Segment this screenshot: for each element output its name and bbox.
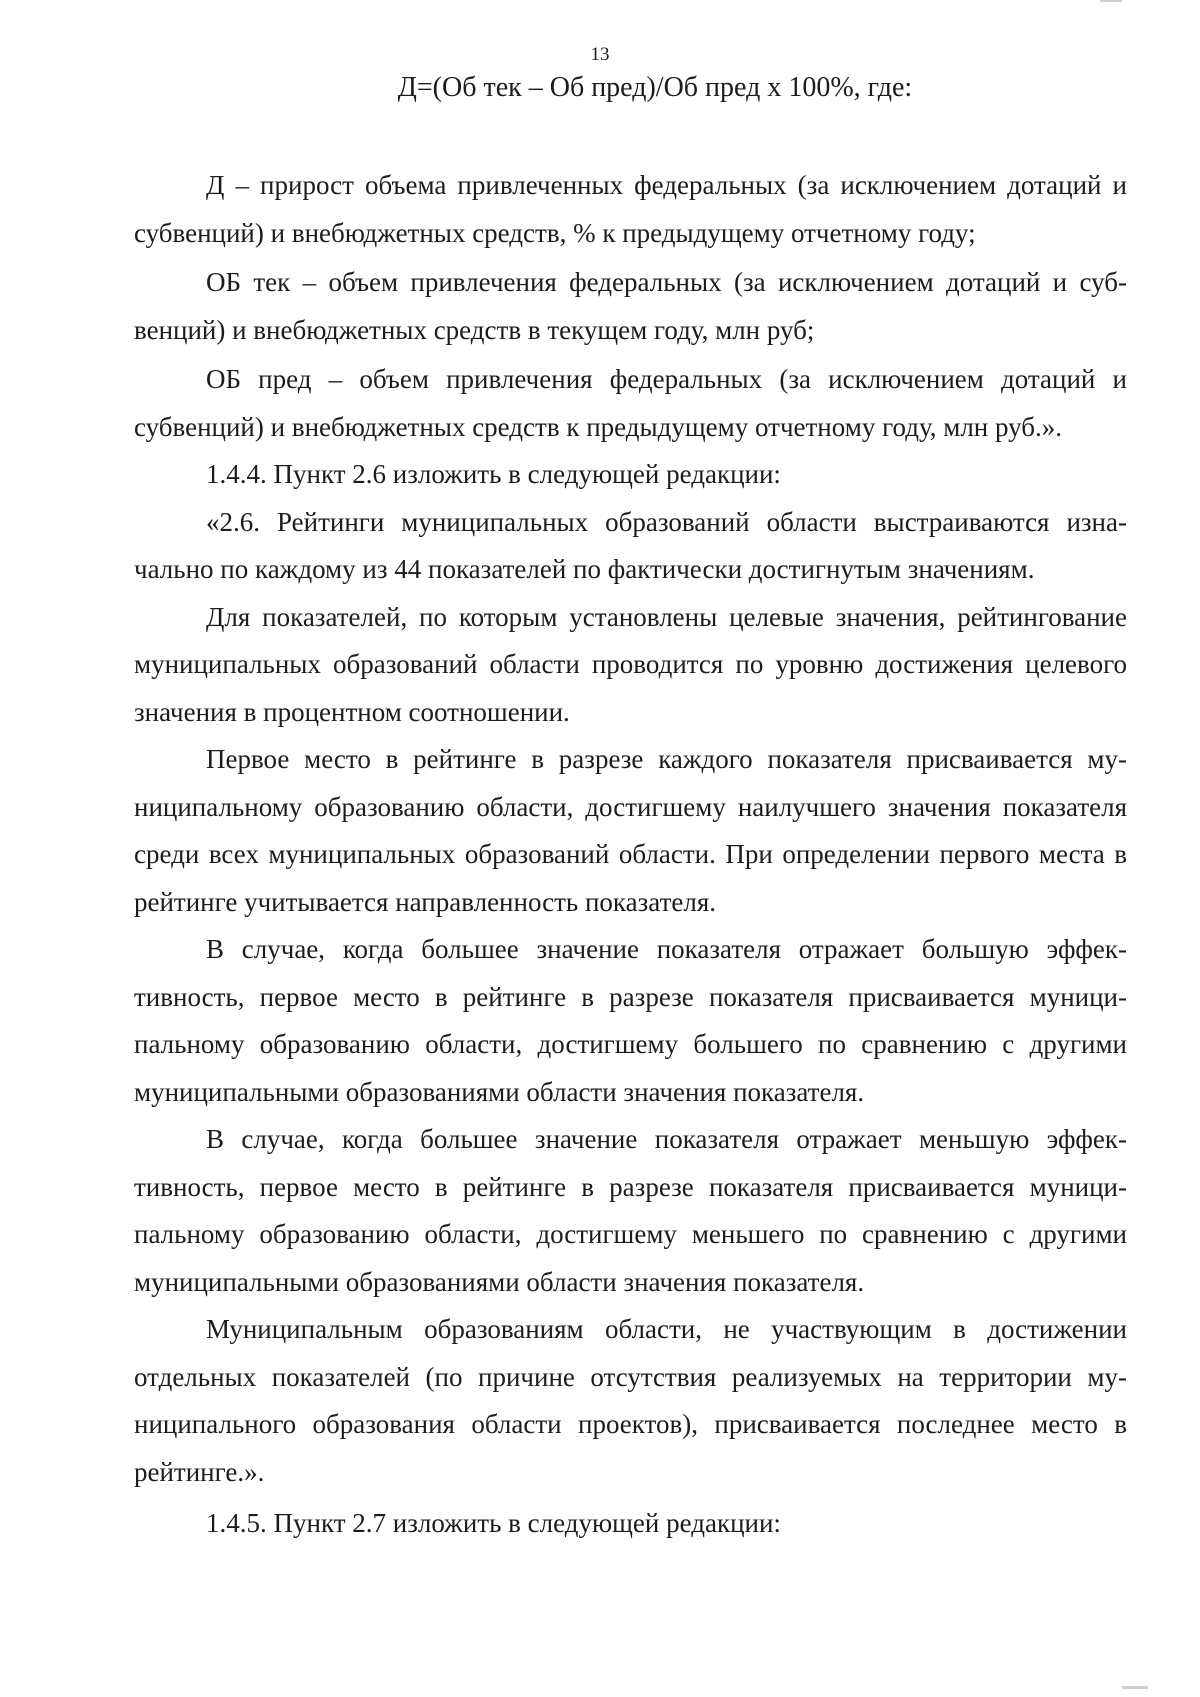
paragraph-first-place: Первое место в рейтинге в разрезе каждого показателя присваивается муниципальному образованию области, достигшему наилучшего значения показателя среди всех муниципальных образований области. При определении первого места в рейтинге учитывается направленность показателя.	[134, 744, 1127, 917]
paragraph-target-values: Для показателей, по которым установлены целевые значения, рейтингование муниципальных образований области проводится по уровню достижения целевого значения в процентном соотношении.	[134, 601, 1127, 727]
paragraph-definition-d: Д – прирост объема привлеченных федеральных (за исключением дотаций и субвенций) и внебюджетных средств, % к предыдущему отчетному году;	[134, 170, 1127, 248]
scan-artifact	[1100, 0, 1122, 2]
paragraph-definition-ob-tek: ОБ тек – объем привлечения федеральных (за исключением дотаций и субвенций) и внебюджетных средств в текущем году, млн руб;	[134, 267, 1127, 345]
paragraph-greater-efficiency: В случае, когда большее значение показателя отражает большую эффективность, первое место в рейтинге в разрезе показателя присваивается муниципальному образованию области, достигшему большего по сравнению с другими муниципальными образованиями области значения показателя.	[134, 934, 1127, 1107]
scan-artifact	[1122, 1686, 1148, 1689]
paragraph-last-place: Муниципальным образованиям области, не участвующим в достижении отдельных показателей (по причине отсутствия реализуемых на территории муниципального образования области проектов), присваивается последнее место в рейтинге.».	[134, 1314, 1127, 1487]
paragraph-item-1-4-5: 1.4.5. Пункт 2.7 изложить в следующей редакции:	[206, 1508, 781, 1538]
paragraph-lower-efficiency: В случае, когда большее значение показателя отражает меньшую эффективность, первое место в рейтинге в разрезе показателя присваивается муниципальному образованию области, достигшему меньшего по сравнению с другими муниципальными образованиями области значения показателя.	[134, 1124, 1127, 1297]
page-number: 13	[590, 44, 610, 65]
paragraph-definition-ob-pred: ОБ пред – объем привлечения федеральных (за исключением дотаций и субвенций) и внебюджетных средств к предыдущему отчетному году, млн руб.».	[134, 364, 1127, 442]
formula-line: Д=(Об тек – Об пред)/Об пред х 100%, где:	[397, 72, 913, 103]
paragraph-item-1-4-4: 1.4.4. Пункт 2.6 изложить в следующей редакции:	[206, 459, 781, 489]
paragraph-clause-2-6: «2.6. Рейтинги муниципальных образований области выстраиваются изначально по каждому из 44 показателей по фактически достигнутым значениям.	[134, 506, 1127, 584]
body-text	[134, 162, 1127, 1548]
